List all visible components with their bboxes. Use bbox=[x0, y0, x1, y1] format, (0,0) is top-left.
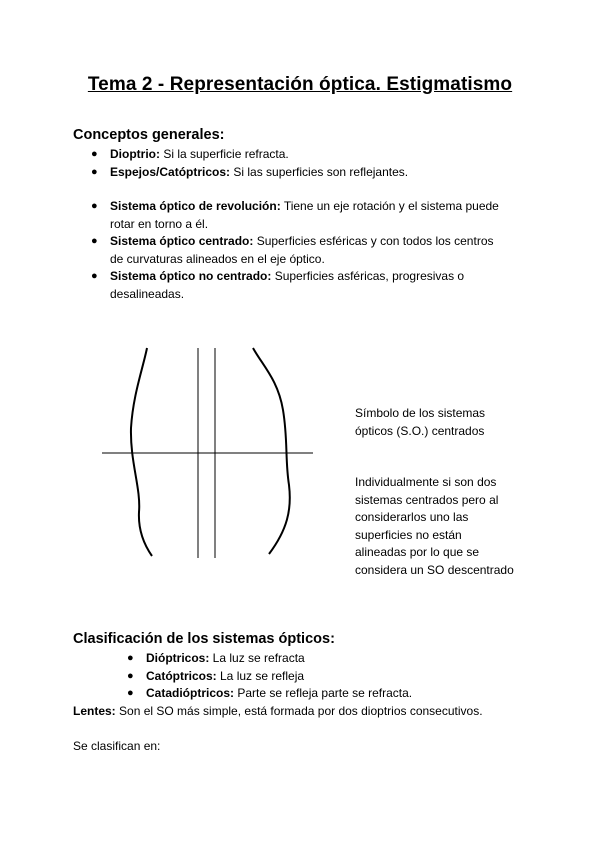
list-item bbox=[127, 668, 506, 686]
section-heading-clasificacion: Clasificación de los sistemas ópticos: bbox=[73, 631, 335, 647]
definition: Superficies esféricas y con todos los centros de curvaturas alineados en el eje óptico. bbox=[110, 234, 494, 266]
term: Sistema óptico centrado: bbox=[110, 234, 254, 248]
figure-note: Individualmente si son dos sistemas centrados pero al considerarlos uno las superficies no están alineadas por lo que se considera un SO descentrado bbox=[355, 475, 514, 577]
list-item bbox=[91, 198, 505, 233]
term: Espejos/Catóptricos: bbox=[110, 164, 231, 179]
figure-caption: Símbolo de los sistemas ópticos (S.O.) centrados bbox=[355, 406, 486, 438]
se-clasifican-text: Se clasifican en: bbox=[73, 739, 161, 753]
definition: La luz se refracta bbox=[209, 651, 305, 665]
conceptos-list-1 bbox=[91, 146, 505, 181]
definition: Tiene un eje rotación y el sistema puede rotar en torno a él. bbox=[110, 199, 499, 231]
list-item bbox=[91, 164, 505, 182]
term: Dioptrio: bbox=[110, 147, 160, 161]
bullet-icon: ● bbox=[91, 165, 98, 178]
definition: Superficies asféricas, progresivas o desalineadas. bbox=[110, 269, 465, 301]
page-title: Tema 2 - Representación óptica. Estigmatismo bbox=[87, 74, 513, 95]
term: Catóptricos: bbox=[146, 668, 217, 683]
list-item bbox=[127, 650, 506, 668]
definition: Si la superficie refracta. bbox=[160, 147, 289, 161]
bullet-icon: ● bbox=[91, 148, 98, 160]
right-surface-curve bbox=[253, 348, 290, 554]
bullet-icon: ● bbox=[127, 687, 134, 699]
term: Dióptricos: bbox=[146, 651, 210, 665]
bullet-icon: ● bbox=[91, 270, 98, 282]
definition: Parte se refleja parte se refracta. bbox=[234, 686, 413, 700]
left-surface-curve bbox=[131, 348, 152, 556]
term: Sistema óptico de revolución: bbox=[110, 199, 281, 213]
term: Catadióptricos: bbox=[146, 686, 235, 700]
bullet-icon: ● bbox=[127, 652, 134, 664]
conceptos-list-2 bbox=[91, 198, 505, 303]
bullet-icon: ● bbox=[127, 669, 134, 682]
definition: Son el SO más simple, está formada por dos dioptrios consecutivos. bbox=[115, 704, 483, 718]
list-item bbox=[91, 146, 505, 164]
list-item bbox=[91, 268, 505, 303]
definition: La luz se refleja bbox=[216, 668, 305, 683]
optical-system-diagram bbox=[95, 340, 325, 565]
list-item bbox=[91, 233, 505, 268]
clasificacion-list bbox=[127, 650, 506, 703]
bullet-icon: ● bbox=[91, 235, 98, 247]
term: Lentes: bbox=[73, 704, 116, 718]
term: Sistema óptico no centrado: bbox=[110, 269, 272, 283]
lentes-paragraph bbox=[73, 703, 483, 720]
list-item bbox=[127, 685, 506, 703]
section-heading-conceptos: Conceptos generales: bbox=[73, 127, 225, 143]
bullet-icon: ● bbox=[91, 200, 98, 212]
definition: Si las superficies son reflejantes. bbox=[230, 164, 409, 179]
